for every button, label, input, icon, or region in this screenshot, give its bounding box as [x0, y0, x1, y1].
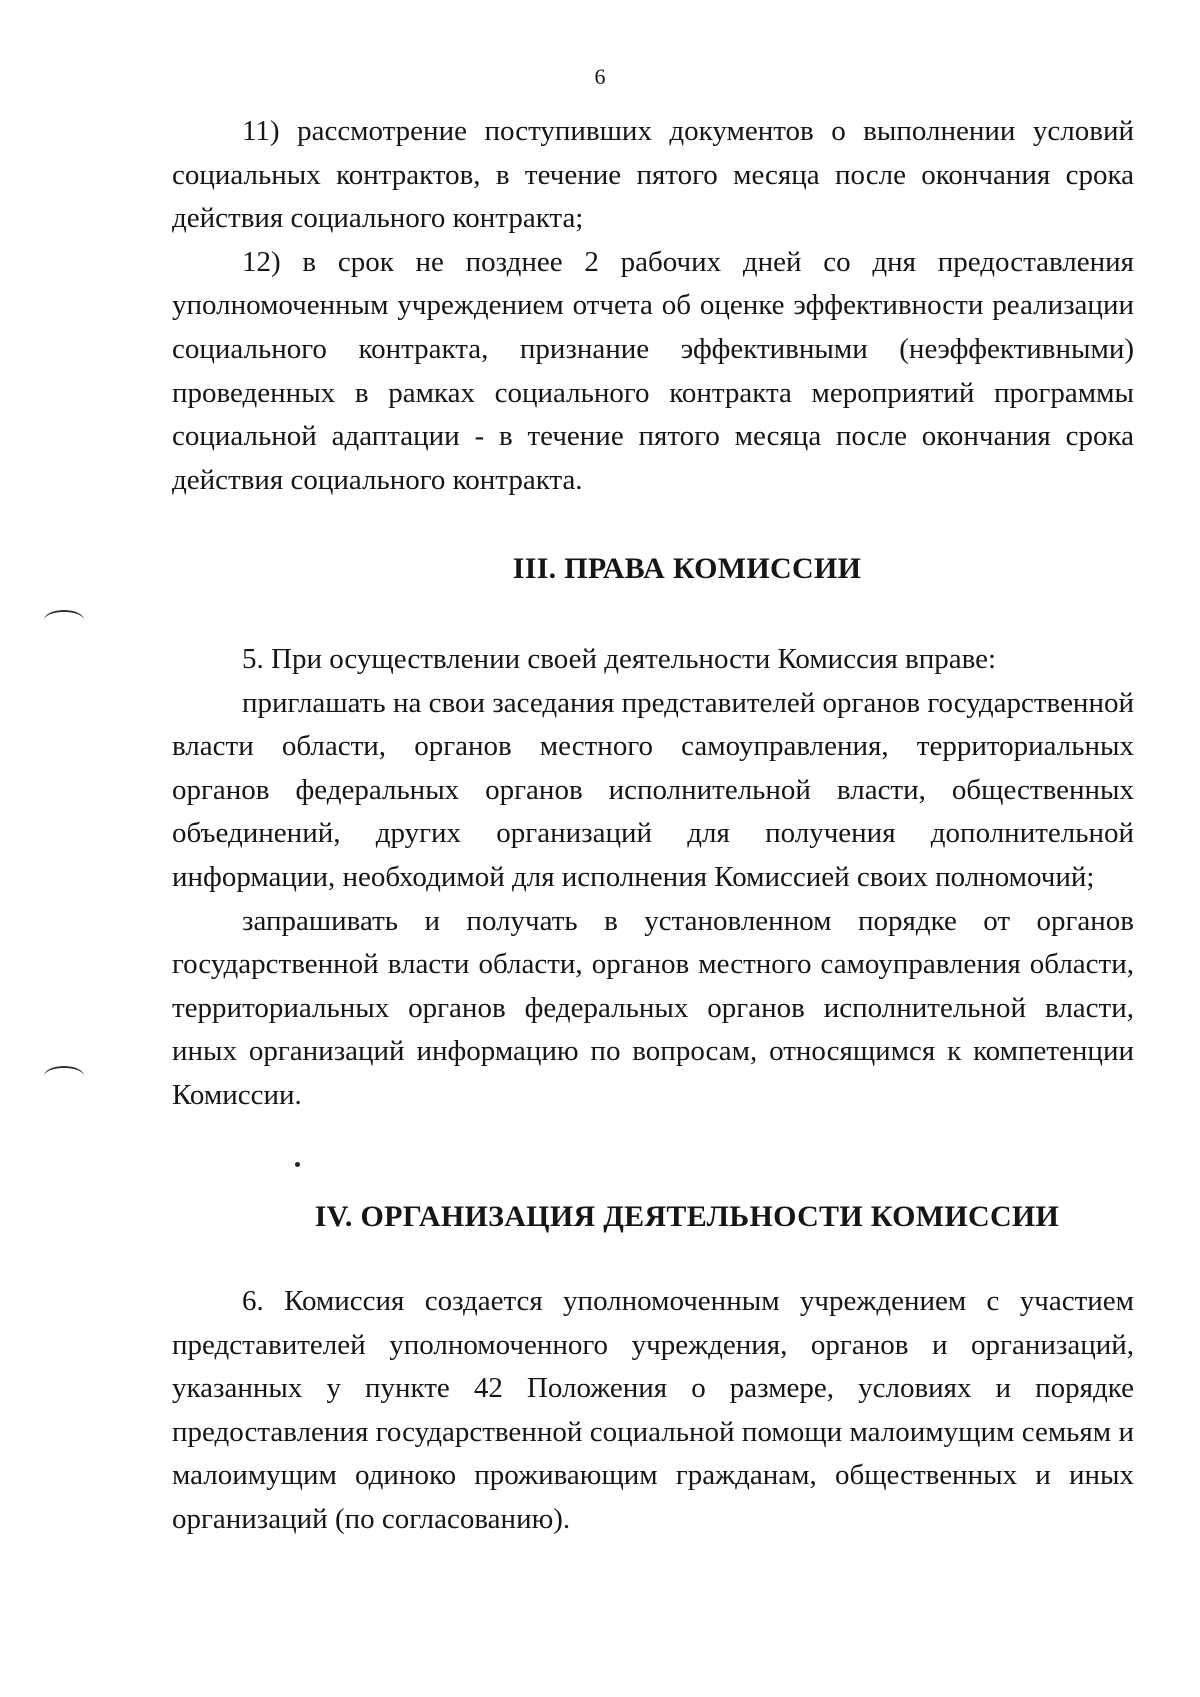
scan-artifact-dot [295, 1162, 300, 1167]
clause-5-request-paragraph: запрашивать и получать в установленном порядке от органов государственной власти области, органов местного самоуправления области, территориальных органов федеральных органов исполнительной власти, иных организаций информацию по вопросам, относящимся к компетенции Комиссии. [172, 904, 1134, 1111]
clause-5-invite-paragraph: приглашать на свои заседания представителей органов государственной власти области, органов местного самоуправления, территориальных органов федеральных органов исполнительной власти, общественных объединений, других организаций для получения дополнительной информации, необходимой для исполнения Комиссией своих полномочий; [172, 686, 1134, 893]
scan-artifact-mark [44, 610, 84, 630]
top-items-block [172, 110, 1134, 502]
page-number: 6 [594, 64, 606, 89]
section-4-heading: IV. ОРГАНИЗАЦИЯ ДЕЯТЕЛЬНОСТИ КОМИССИИ [314, 1200, 1060, 1233]
scan-artifact-mark [44, 1066, 84, 1086]
item-11-paragraph: 11) рассмотрение поступивших документов о выполнении условий социальных контрактов, в течение пятого месяца после окончания срока действия социального контракта; [172, 115, 1134, 235]
item-12-paragraph: 12) в срок не позднее 2 рабочих дней со дня предоставления уполномоченным учреждением отчета об оценке эффективности реализации социального контракта, признание эффективными (неэффективными) проведенных в рамках социального контракта мероприятий программы социальной адаптации - в течение пятого месяца после окончания срока действия социального контракта. [172, 245, 1134, 496]
section-4-body [172, 1280, 1134, 1542]
clause-5-intro: 5. При осуществлении своей деятельности Комиссия вправе: [242, 643, 997, 675]
clause-6-paragraph: 6. Комиссия создается уполномоченным учреждением с участием представителей уполномоченного учреждения, органов и организаций, указанных у пункте 42 Положения о размере, условиях и порядке предоставления государственной социальной помощи малоимущим семьям и малоимущим одиноко проживающим гражданам, общественных и иных организаций (по согласованию). [172, 1285, 1134, 1535]
section-3-body [172, 638, 1134, 1118]
section-3-heading: III. ПРАВА КОМИССИИ [512, 552, 862, 585]
